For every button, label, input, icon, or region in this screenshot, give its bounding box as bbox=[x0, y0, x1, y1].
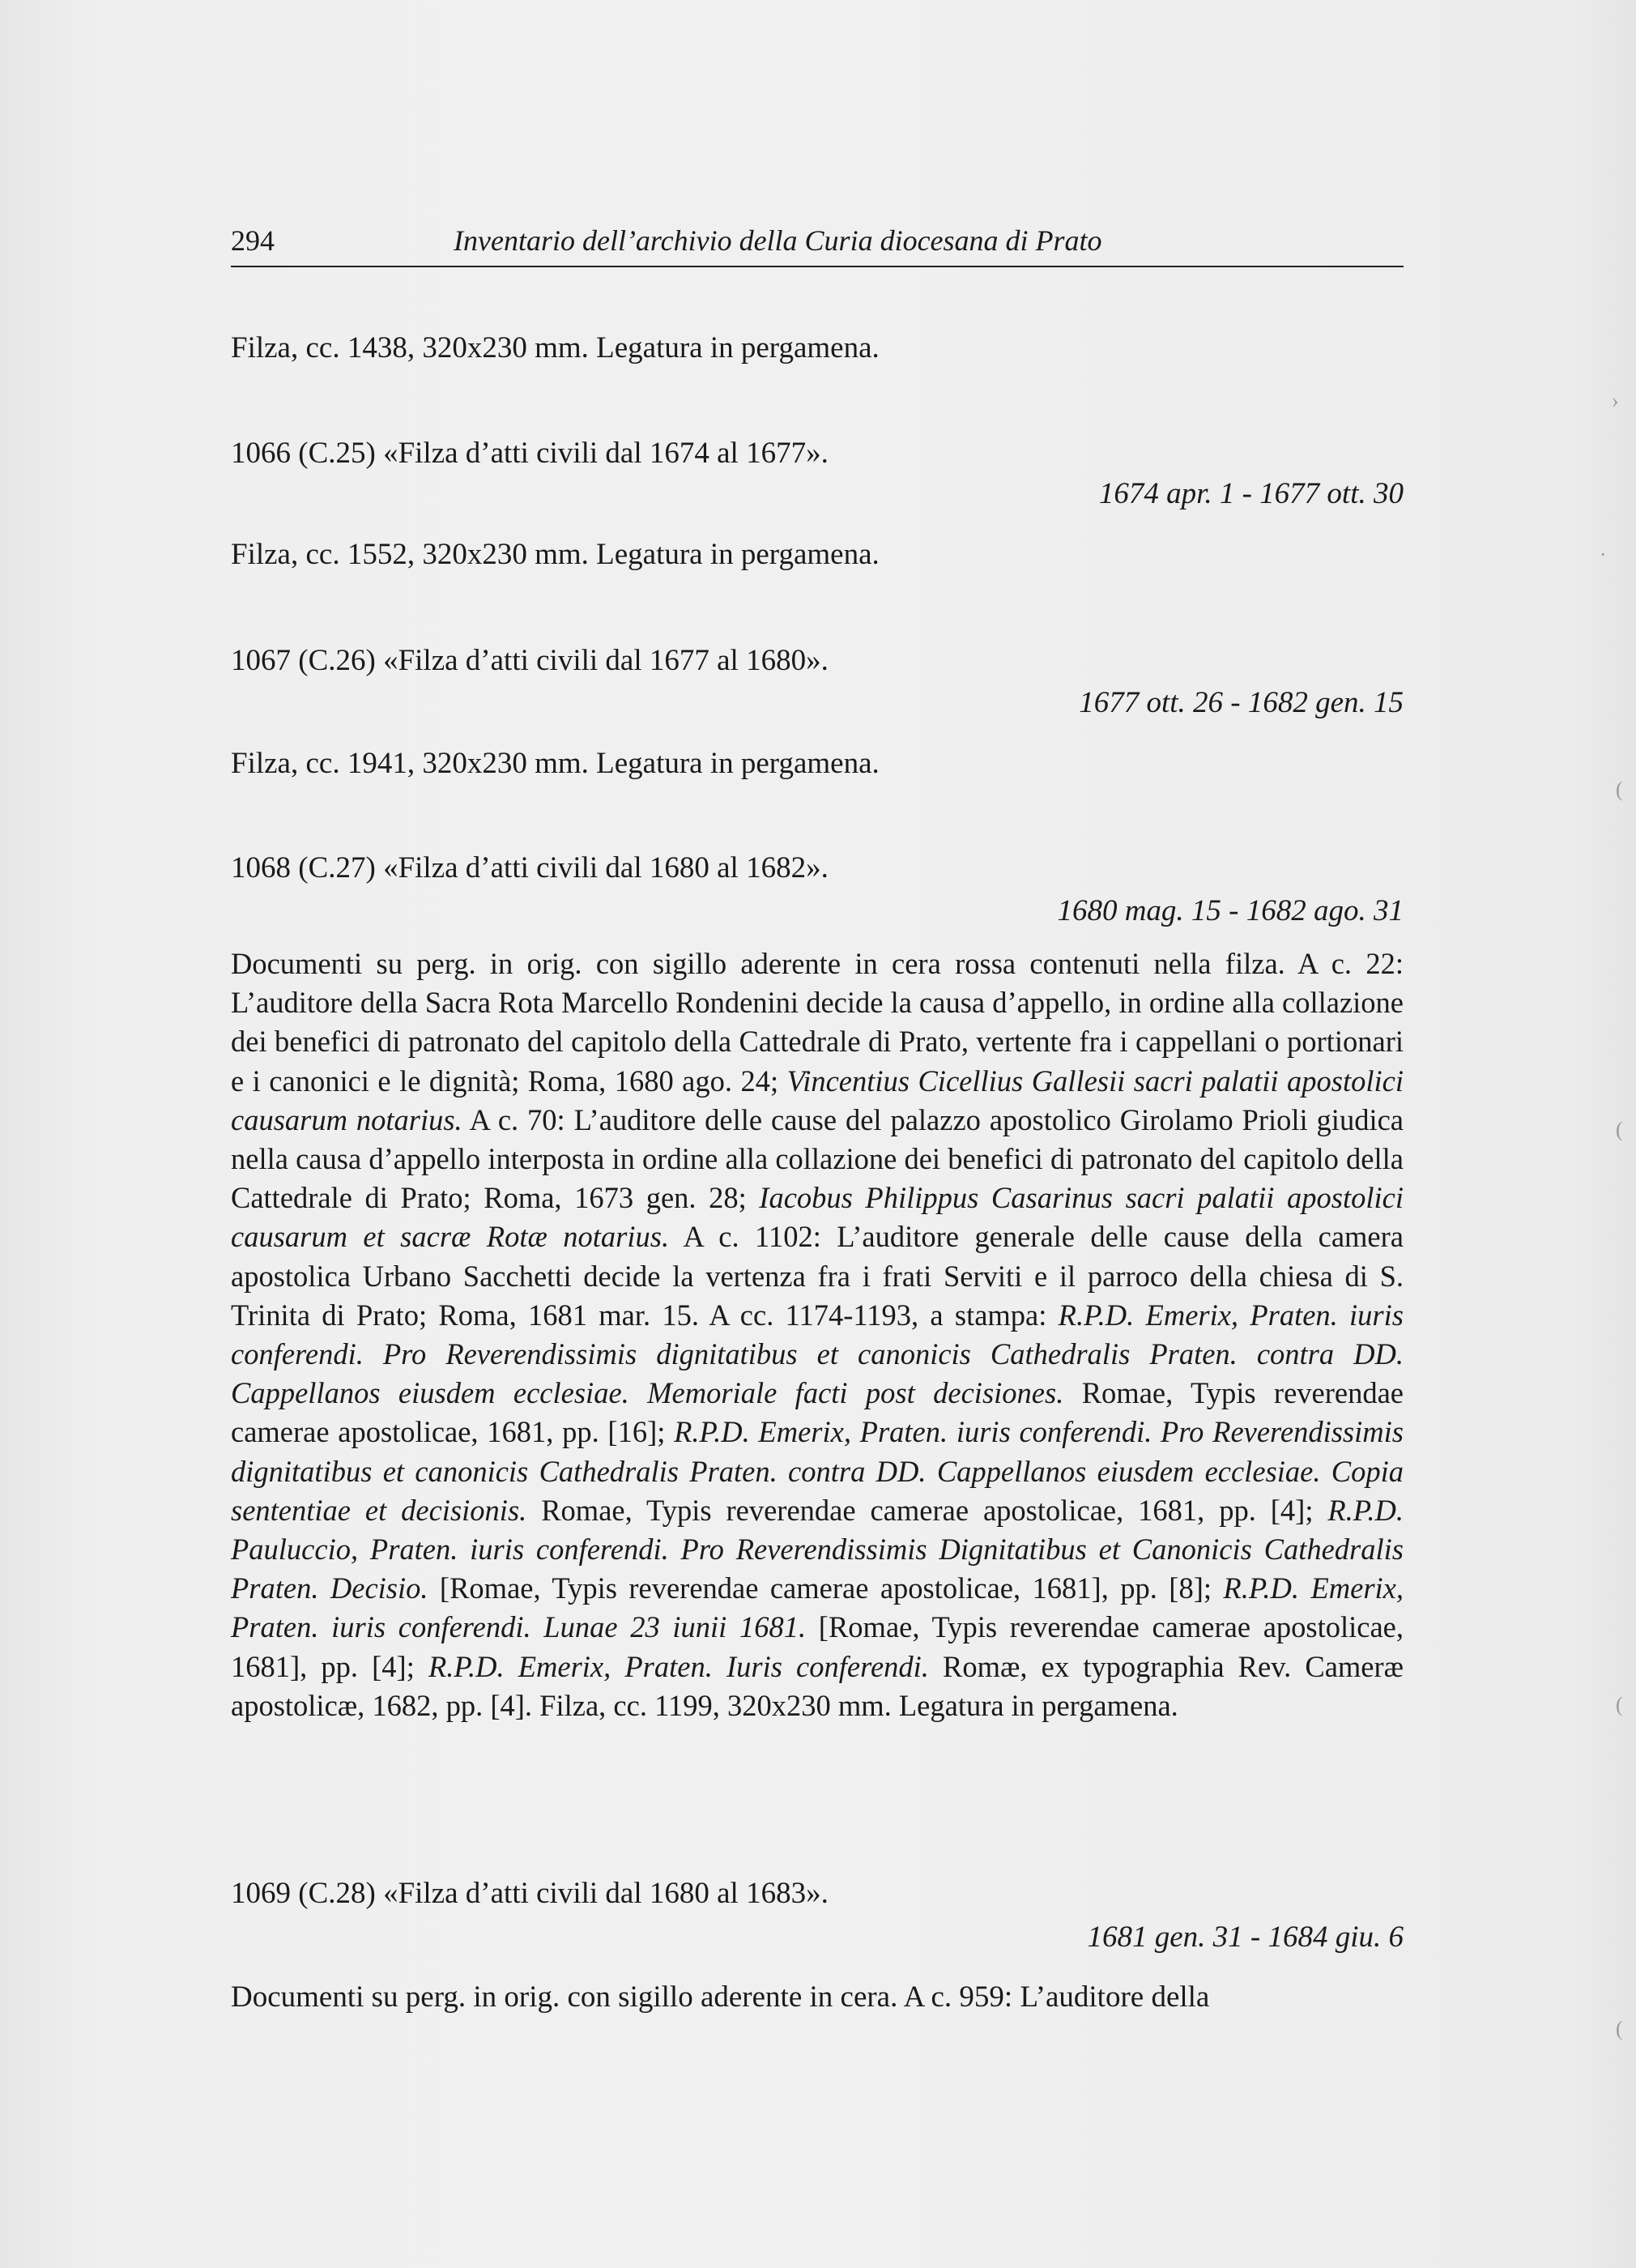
body-text-run: [Romae, Typis reverendae camerae apostolicae, 1681], pp. [8]; bbox=[428, 1571, 1224, 1605]
italic-citation: R.P.D. Emerix, Praten. iuris conferendi. Pro Reverendissimis dignitatibus et canonicis Cathedralis Praten. contra DD. Cappellanos eiusdem ecclesiae. Copia sententiae et decisionis. bbox=[231, 1415, 1404, 1527]
entry-prev-description: Filza, cc. 1438, 320x230 mm. Legatura in pergamena. bbox=[231, 331, 880, 364]
italic-citation: R.P.D. Emerix, Praten. iuris conferendi. Lunae 23 iunii 1681. bbox=[231, 1571, 1404, 1644]
entry-1068-heading: 1068 (C.27) «Filza d’atti civili dal 1680 al 1682». bbox=[231, 851, 829, 885]
body-text-run: A c. 70: L’auditore delle cause del palazzo apostolico Girolamo Prioli giudica nella causa d’appello interposta in ordine alla collazione dei benefici di patronato del capitolo della Cattedrale di Prato; Roma, 1673 gen. 28; bbox=[231, 1102, 1404, 1215]
margin-mark: ( bbox=[1616, 778, 1623, 801]
margin-mark: · bbox=[1600, 543, 1607, 566]
entry-1067-date: 1677 ott. 26 - 1682 gen. 15 bbox=[1079, 686, 1404, 719]
entry-1069-heading: 1069 (C.28) «Filza d’atti civili dal 1680 al 1683». bbox=[231, 1877, 829, 1910]
body-text-run: Documenti su perg. in orig. con sigillo aderente in cera rossa contenuti nella filza. A c. 22: L’auditore della Sacra Rota Marcello Rondenini decide la causa d’appello, in ordine alla collazione dei benefici di patronato del capitolo della Cattedrale di Prato, vertente fra i cappellani o portionari e i canonici e le dignità; Roma, 1680 ago. 24; bbox=[231, 947, 1404, 1098]
entry-1068-date: 1680 mag. 15 - 1682 ago. 31 bbox=[1057, 894, 1404, 927]
margin-mark: ( bbox=[1616, 1693, 1623, 1716]
entry-1068-body bbox=[231, 944, 1404, 1725]
entry-1067-description: Filza, cc. 1941, 320x230 mm. Legatura in pergamena. bbox=[231, 747, 880, 780]
body-text-run: Romae, Typis reverendae camerae apostolicae, 1681, pp. [16]; bbox=[231, 1376, 1404, 1449]
margin-mark: › bbox=[1612, 389, 1619, 412]
italic-citation: R.P.D. Emerix, Praten. iuris conferendi. Pro Reverendissimis dignitatibus et canonicis Cathedralis Praten. contra DD. Cappellanos eiusdem ecclesiae. Memoriale facti post decisiones. bbox=[231, 1298, 1404, 1410]
entry-1069-description: Documenti su perg. in orig. con sigillo aderente in cera. A c. 959: L’auditore della bbox=[231, 1980, 1210, 2014]
body-text-run: A c. 1102: L’auditore generale delle cause della camera apostolica Urbano Sacchetti decide la vertenza fra i frati Serviti e il parroco della chiesa di S. Trinita di Prato; Roma, 1681 mar. 15. A cc. 1174-1193, a stampa: bbox=[231, 1220, 1404, 1332]
margin-mark: ( bbox=[1616, 1118, 1623, 1141]
italic-citation: Vincentius Cicellius Gallesii sacri palatii apostolici causarum notarius. bbox=[231, 1064, 1404, 1136]
body-text-run: Romæ, ex typographia Rev. Cameræ apostolicæ, 1682, pp. [4]. Filza, cc. 1199, 320x230 mm. Legatura in pergamena. bbox=[231, 1649, 1404, 1722]
body-text-run: [Romae, Typis reverendae camerae apostolicae, 1681], pp. [4]; bbox=[231, 1610, 1404, 1683]
entry-1066-date: 1674 apr. 1 - 1677 ott. 30 bbox=[1098, 477, 1404, 510]
margin-mark: ( bbox=[1616, 2017, 1623, 2040]
entry-1067-heading: 1067 (C.26) «Filza d’atti civili dal 1677 al 1680». bbox=[231, 644, 829, 677]
italic-citation: R.P.D. Pauluccio, Praten. iuris conferendi. Pro Reverendissimis Dignitatibus et Canonicis Cathedralis Praten. Decisio. bbox=[231, 1493, 1404, 1605]
italic-citation: R.P.D. Emerix, Praten. Iuris conferendi. bbox=[428, 1649, 929, 1683]
page-number: 294 bbox=[231, 224, 275, 257]
entry-1066-heading: 1066 (C.25) «Filza d’atti civili dal 1674 al 1677». bbox=[231, 437, 829, 470]
entry-1069-date: 1681 gen. 31 - 1684 giu. 6 bbox=[1087, 1921, 1404, 1954]
body-text-run: Romae, Typis reverendae camerae apostolicae, 1681, pp. [4]; bbox=[526, 1493, 1328, 1527]
running-title: Inventario dell’archivio della Curia diocesana di Prato bbox=[454, 224, 1102, 257]
italic-citation: Iacobus Philippus Casarinus sacri palatii apostolici causarum et sacræ Rotæ notarius. bbox=[231, 1181, 1404, 1254]
entry-1066-description: Filza, cc. 1552, 320x230 mm. Legatura in pergamena. bbox=[231, 538, 880, 571]
running-header bbox=[231, 220, 1404, 267]
